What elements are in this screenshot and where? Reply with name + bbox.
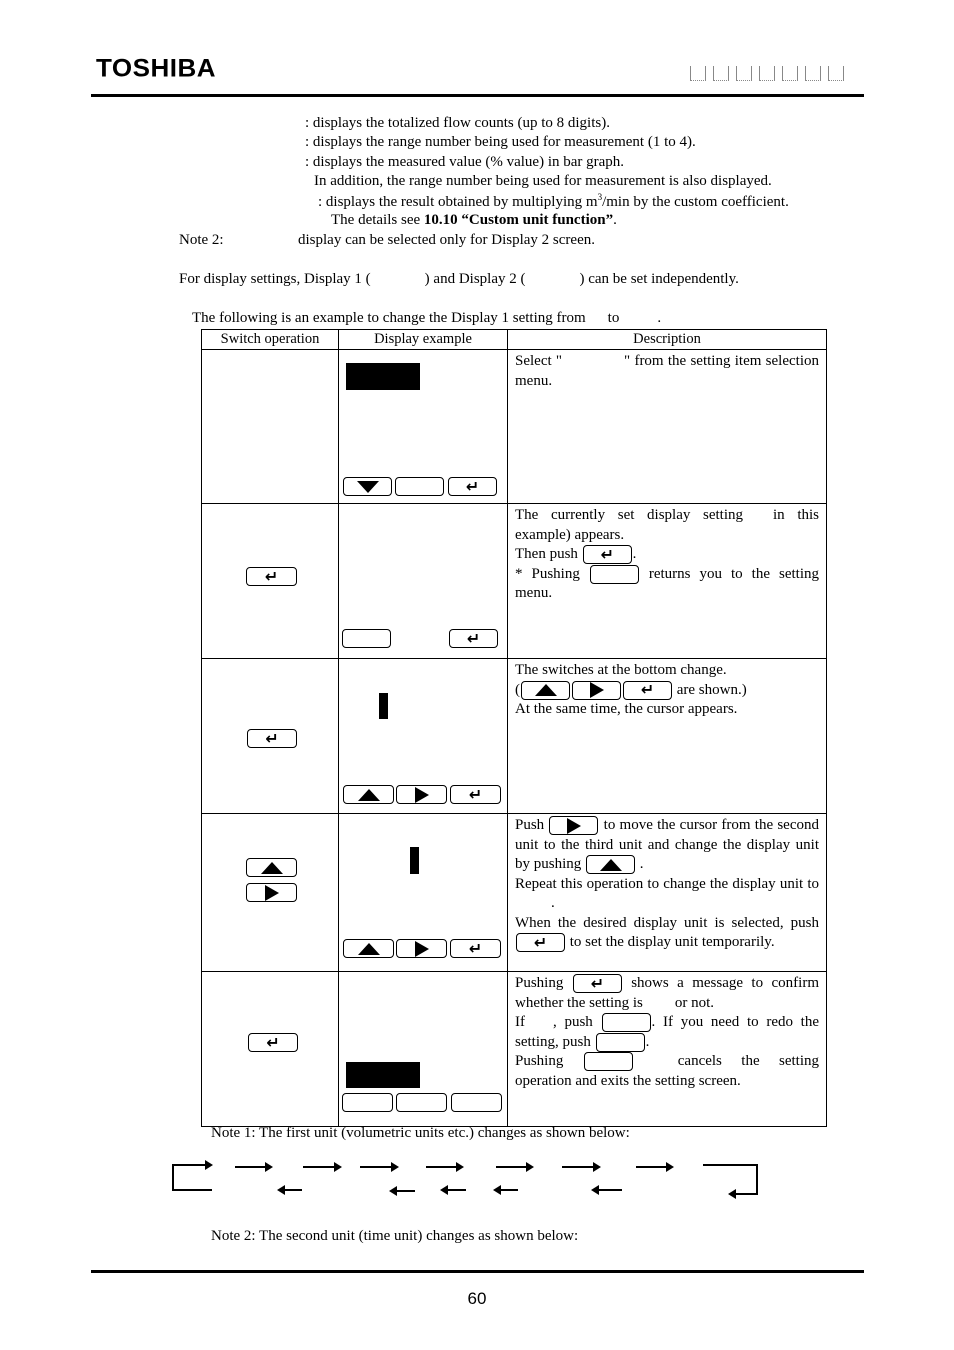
blank-key[interactable] [395,477,444,496]
cycle-line [172,1189,212,1191]
up-key[interactable] [343,939,394,958]
arrow-left [391,1190,415,1192]
description-cell: Push to move the cursor from the second unit to the third unit and change the display unit by pushing . Repeat this operation to change the display unit to. When the desired display unit is selected, push ↵ to set the display unit temporarily. [508,814,827,972]
cycle-bracket-right [756,1164,758,1195]
display-cell [339,972,508,1127]
toshiba-logo: TOSHIBA [96,53,217,83]
enter-key[interactable] [247,729,297,748]
blank-key[interactable] [342,629,391,648]
enter-icon: ↵ [533,932,548,952]
enter-icon: ↵ [465,476,480,496]
highlight-bar [346,363,420,390]
table-row [202,350,827,504]
up-triangle-icon [261,862,283,874]
arrow-right [562,1166,599,1168]
blank-key[interactable] [584,1052,633,1071]
description-cell: The currently set display setting in this example) appears. Then push ↵ . * Pushing returns you to the setting menu. [508,504,827,659]
right-key[interactable] [549,816,598,835]
enter-key[interactable] [516,933,565,952]
right-key[interactable] [396,939,447,958]
arrow-right [303,1166,340,1168]
right-triangle-icon [415,787,429,803]
switch-cell [202,814,339,972]
arrow-right [426,1166,462,1168]
document-number-boxes [690,66,866,84]
display-cell [339,504,508,659]
intro-line-6: The details see 10.10 “Custom unit function”. [331,212,617,228]
enter-key[interactable] [246,567,297,586]
intro-line-2: : displays the range number being used for measurement (1 to 4). [305,134,696,150]
blank-key[interactable] [396,1093,447,1112]
switch-cell [202,972,339,1127]
cursor-bar [410,847,419,874]
right-triangle-icon [567,818,581,834]
switch-cell [202,659,339,814]
enter-icon: ↵ [590,973,604,993]
table-row [202,659,827,814]
up-triangle-icon [535,684,557,696]
enter-key[interactable] [450,785,501,804]
enter-key[interactable] [448,477,497,496]
header-display-example: Display example [339,330,508,350]
switch-cell [202,350,339,504]
enter-icon: ↵ [466,628,481,648]
settings-line: For display settings, Display 1 ( ) and Display 2 ( ) can be set independently. [179,271,739,287]
enter-key[interactable] [450,939,501,958]
header-switch-operation: Switch operation [202,330,339,350]
arrow-left [593,1189,622,1191]
enter-key[interactable] [449,629,498,648]
cursor-bar [379,693,388,719]
right-key[interactable] [572,681,621,700]
page-number: 60 [467,1289,487,1308]
example-line: The following is an example to change the Display 1 setting from to . [192,310,662,326]
enter-key[interactable] [583,545,632,564]
table-row [202,814,827,972]
up-triangle-icon [600,859,622,871]
table-row [202,504,827,659]
highlight-bar [346,1062,420,1088]
intro-line-5: : displays the result obtained by multiplying $m^3/\min$ by the custom coefficient. [318,192,789,210]
blank-key[interactable] [590,565,639,584]
arrow-right [496,1166,532,1168]
enter-icon: ↵ [640,680,655,700]
footer-rule [91,1270,864,1273]
display-cell [339,659,508,814]
intro-line-4: In addition, the range number being used for measurement is also displayed. [314,173,772,189]
enter-icon: ↵ [265,728,279,748]
down-key[interactable] [343,477,392,496]
display-cell [339,350,508,504]
enter-icon: ↵ [266,1032,280,1052]
table-row [202,972,827,1127]
switch-cell [202,504,339,659]
blank-key[interactable] [596,1033,645,1052]
enter-key[interactable] [623,681,672,700]
cycle-line [703,1164,758,1166]
display-cell [339,814,508,972]
arrow-left [730,1193,758,1195]
intro-line-1: : displays the totalized flow counts (up to 8 digits). [305,115,610,131]
right-key[interactable] [396,785,447,804]
blank-key[interactable] [451,1093,502,1112]
header-description: Description [508,330,827,350]
note2: Note 2: The second unit (time unit) changes as shown below: [211,1228,579,1244]
note2-text: display can be selected only for Display 2 screen. [298,232,595,248]
right-key[interactable] [246,883,297,902]
note1: Note 1: The first unit (volumetric units etc.) changes as shown below: [211,1125,630,1141]
description-cell: Pushing ↵ shows a message to confirm whether the setting is or not. If , push . If you need to redo the setting, push . Pushing cancels the setting operation and exits the setting screen. [508,972,827,1127]
up-key[interactable] [586,855,635,874]
enter-icon: ↵ [468,784,483,804]
up-key[interactable] [343,785,394,804]
up-key[interactable] [246,858,297,877]
enter-key[interactable] [248,1033,298,1052]
blank-key[interactable] [342,1093,393,1112]
right-triangle-icon [590,682,604,698]
description-cell: The switches at the bottom change. ( ↵ are shown.) At the same time, the cursor appears. [508,659,827,814]
enter-icon: ↵ [264,566,279,586]
arrow-right [636,1166,672,1168]
up-triangle-icon [358,943,380,955]
right-triangle-icon [415,941,429,957]
arrow-right [360,1166,397,1168]
right-triangle-icon [265,885,279,901]
blank-key[interactable] [602,1013,651,1032]
enter-icon: ↵ [468,938,483,958]
note2-label: Note 2: [179,232,224,248]
arrow-left [442,1189,466,1191]
arrow-right [235,1166,271,1168]
description-cell: Select " " from the setting item selection menu. [508,350,827,504]
cycle-bracket-left [172,1164,174,1191]
arrow-left [495,1189,518,1191]
up-key[interactable] [521,681,570,700]
header-rule [91,94,864,97]
arrow-left [279,1189,302,1191]
operation-table [201,329,827,1127]
arrow-right [172,1164,211,1166]
enter-key[interactable] [573,974,622,993]
intro-line-3: : displays the measured value (% value) in bar graph. [305,154,625,170]
enter-icon: ↵ [600,544,614,564]
down-triangle-icon [357,481,379,493]
up-triangle-icon [358,789,380,801]
